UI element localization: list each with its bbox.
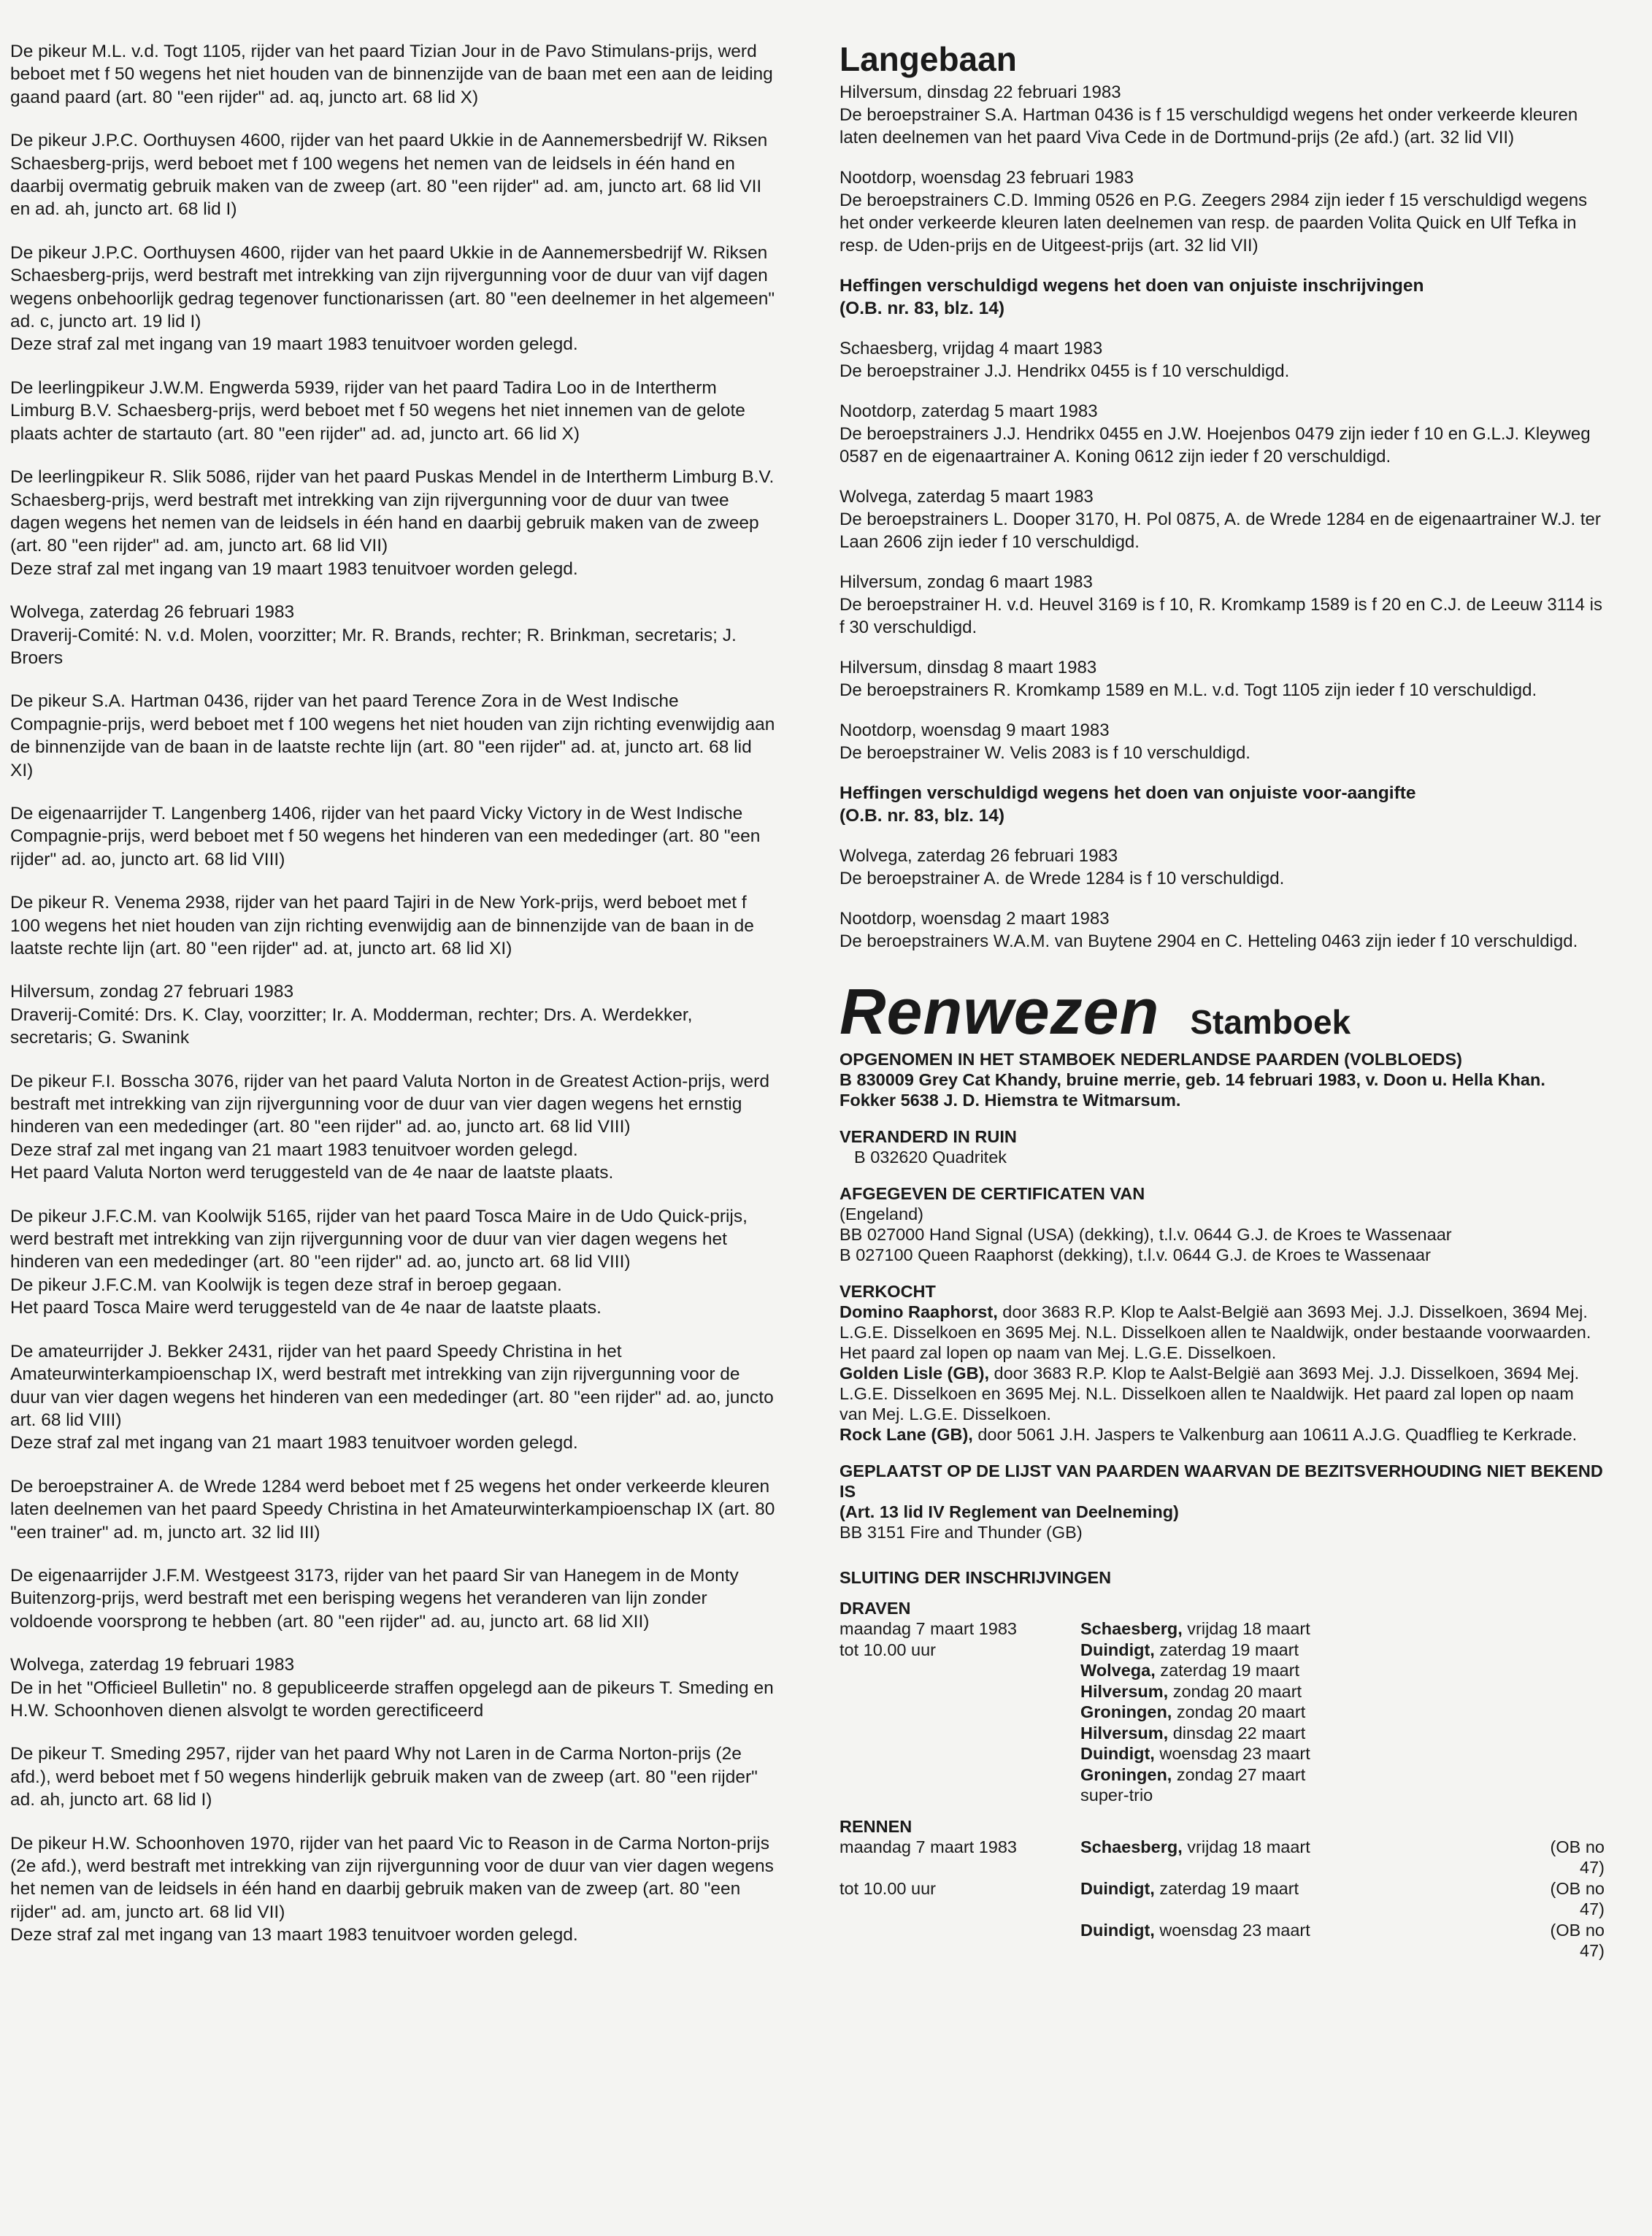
closing-date — [840, 1764, 1080, 1786]
ob-reference: (OB no 47) — [1550, 1878, 1605, 1918]
section-subtitle-stamboek: Stamboek — [1190, 1003, 1351, 1041]
entry-text: B 032620 Quadritek — [854, 1148, 1007, 1167]
meeting — [1080, 1837, 1524, 1878]
disciplinary-paragraph: De pikeur T. Smeding 2957, rijder van het paard Why not Laren in de Carma Norton-prijs (2e afd.), werd beboet met f 50 wegens hinderlijk gebruik maken van de zweep (art. 80 "een rijder" ad. ah, juncto art. 68 lid I) — [10, 1744, 758, 1810]
stamboek-certificaten — [840, 1183, 1605, 1265]
disciplinary-paragraph: De pikeur F.I. Bosscha 3076, rijder van het paard Valuta Norton in de Greatest Action-prijs, werd bestraft met intrekking van zijn rijvergunning voor de duur van vier dagen wegens het ernstig hinderen van een mededinger (art. 80 "een rijder" ad. ao, juncto art. 68 lid VIII) Deze straf zal met ingang van 21 maart 1983 tenuitvoer worden gelegd. Het paard Valuta Norton werd teruggesteld van de 4e naar de laatste plaats. — [10, 1071, 769, 1183]
schedule-row — [840, 1785, 1605, 1806]
track-name: Duindigt, — [1080, 1744, 1155, 1763]
paragraph: Schaesberg, vrijdag 4 maart 1983 De beroepstrainer J.J. Hendrikx 0455 is f 10 verschuldigd. — [840, 339, 1290, 381]
paragraph: Wolvega, zaterdag 26 februari 1983 De beroepstrainer A. de Wrede 1284 is f 10 verschuldigd. — [840, 846, 1285, 888]
meeting — [1080, 1640, 1605, 1661]
subheading: SLUITING DER INSCHRIJVINGEN — [840, 1568, 1112, 1587]
schedule-row — [840, 1743, 1605, 1764]
disciplinary-paragraph: De pikeur J.P.C. Oorthuysen 4600, rijder van het paard Ukkie in de Aannemersbedrijf W. Riksen Schaesberg-prijs, werd beboet met f 100 wegens het nemen van de leidsels in één hand en daarbij overmatig gebruik maken van de zweep (art. 80 "een rijder" ad. am, juncto art. 68 lid VII en ad. ah, juncto art. 68 lid I) — [10, 131, 768, 220]
subheading: AFGEGEVEN DE CERTIFICATEN VAN — [840, 1184, 1145, 1203]
stamboek-ruin — [840, 1126, 1605, 1167]
section-title-renwezen: Renwezen — [840, 975, 1160, 1048]
subheading-draven: DRAVEN — [840, 1599, 911, 1618]
sale-text: door 3683 R.P. Klop te Aalst-België aan 3693 Mej. J.J. Disselkoen, 3694 Mej. L.G.E. Disselkoen en 3695 Mej. N.L. Disselkoen allen te Naaldwijk, onder bestaande voorwaarden. Het paard zal lopen op naam van Mej. L.G.E. Disselkoen. — [840, 1302, 1591, 1362]
ob-reference: (OB no 47) — [1550, 1837, 1605, 1877]
meeting — [1080, 1618, 1605, 1640]
meeting-date: vrijdag 18 maart — [1187, 1837, 1310, 1856]
disciplinary-paragraph: De pikeur M.L. v.d. Togt 1105, rijder van het paard Tizian Jour in de Pavo Stimulans-prijs, werd beboet met f 50 wegens het niet houden van de binnenzijde van de baan met een aan de leiding gaand paard (art. 80 "een rijder" ad. aq, juncto art. 68 lid X) — [10, 42, 773, 107]
ob-reference: (OB no 47) — [1550, 1920, 1605, 1960]
meeting — [1080, 1660, 1605, 1681]
schedule-row — [840, 1702, 1605, 1723]
rennen-schedule — [840, 1837, 1605, 1962]
track-name: Groningen, — [1080, 1702, 1172, 1721]
meeting — [1080, 1764, 1605, 1786]
sale-text: door 5061 J.H. Jaspers te Valkenburg aan 10611 A.J.G. Quadflieg te Kerkrade. — [972, 1425, 1578, 1444]
stamboek-verkocht — [840, 1281, 1605, 1445]
disciplinary-paragraph: De leerlingpikeur R. Slik 5086, rijder van het paard Puskas Mendel in de Intertherm Limburg B.V. Schaesberg-prijs, werd bestraft met intrekking van zijn rijvergunning voor de duur van twee dagen wegens het nemen van de leidsels in één hand en daarbij gebruik maken van de zweep (art. 80 "een rijder" ad. am, juncto art. 68 lid VII) Deze straf zal met ingang van 19 maart 1983 tenuitvoer worden gelegd. — [10, 467, 775, 579]
meeting-date: zondag 27 maart — [1176, 1764, 1306, 1784]
track-name: Schaesberg, — [1080, 1837, 1183, 1856]
closing-date — [840, 1660, 1080, 1681]
disciplinary-paragraph: De beroepstrainer A. de Wrede 1284 werd beboet met f 25 wegens het onder verkeerde kleuren laten deelnemen van het paard Speedy Christina in het Amateurwinterkampioenschap IX (art. 80 "een trainer" ad. m, juncto art. 32 lid III) — [10, 1476, 775, 1542]
track-name: Hilversum, — [1080, 1681, 1169, 1701]
disciplinary-paragraph: De pikeur J.P.C. Oorthuysen 4600, rijder van het paard Ukkie in de Aannemersbedrijf W. Riksen Schaesberg-prijs, werd bestraft met intrekking van zijn rijvergunning voor de duur van vijf dagen wegens onbehoorlijk gedrag tegenover functionarissen (art. 80 "een deelnemer in het algemeen" ad. c, juncto art. 19 lid I) Deze straf zal met ingang van 19 maart 1983 tenuitvoer worden gelegd. — [10, 242, 775, 355]
paragraph: Nootdorp, zaterdag 5 maart 1983 De beroepstrainers J.J. Hendrikx 0455 en J.W. Hoejenbos 0479 zijn ieder f 10 en G.L.J. Kleyweg 0587 en de eigenaartrainer A. Koning 0612 zijn ieder f 20 verschuldigd. — [840, 402, 1591, 466]
paragraph: Hilversum, zondag 6 maart 1983 De beroepstrainer H. v.d. Heuvel 3169 is f 10, R. Kromkamp 1589 is f 20 en C.J. de Leeuw 3114 is f 30 verschuldigd. — [840, 572, 1602, 637]
meeting-date: zaterdag 19 maart — [1159, 1878, 1299, 1898]
schedule-row — [840, 1920, 1605, 1962]
closing-date: tot 10.00 uur — [840, 1640, 936, 1659]
track-name: Hilversum, — [1080, 1723, 1169, 1743]
schedule-row — [840, 1681, 1605, 1702]
sale-entry — [840, 1363, 1605, 1424]
closing-date — [840, 1723, 1080, 1744]
track-name: Groningen, — [1080, 1764, 1172, 1784]
meeting — [1080, 1702, 1605, 1723]
subheading: Heffingen verschuldigd wegens het doen van onjuiste voor-aangifte (O.B. nr. 83, blz. 14) — [840, 783, 1416, 826]
stamboek-geplaatst — [840, 1461, 1605, 1542]
closing-date — [840, 1920, 1080, 1962]
meeting — [1080, 1920, 1524, 1962]
subheading-rennen: RENNEN — [840, 1816, 913, 1836]
closing-date: maandag 7 maart 1983 — [840, 1837, 1017, 1856]
meeting — [1080, 1785, 1605, 1806]
disciplinary-paragraph: De pikeur S.A. Hartman 0436, rijder van het paard Terence Zora in de West Indische Compagnie-prijs, werd beboet met f 100 wegens het niet houden van zijn richting evenwijdig aan de binnenzijde van de baan in de laatste rechte lijn (art. 80 "een rijder" ad. at, juncto art. 68 lid XI) — [10, 691, 775, 780]
horse-name: Rock Lane (GB), — [840, 1425, 973, 1444]
meeting — [1080, 1743, 1605, 1764]
disciplinary-paragraph: De pikeur R. Venema 2938, rijder van het paard Tajiri in de New York-prijs, werd beboet met f 100 wegens het niet houden van zijn richting evenwijdig aan de binnenzijde van de baan in de laatste rechte lijn (art. 80 "een rijder" ad. at, juncto art. 68 lid XI) — [10, 893, 754, 958]
horse-name: Golden Lisle (GB), — [840, 1364, 989, 1383]
track-name: Schaesberg, — [1080, 1619, 1183, 1638]
draven-schedule — [840, 1618, 1605, 1806]
horse-name: Domino Raaphorst, — [840, 1302, 998, 1321]
disciplinary-paragraph: De leerlingpikeur J.W.M. Engwerda 5939, rijder van het paard Tadira Loo in de Intertherm Limburg B.V. Schaesberg-prijs, werd beboet met f 50 wegens het niet innemen van de gelote plaats achter de startauto (art. 80 "een rijder" ad. ad, juncto art. 66 lid X) — [10, 377, 745, 444]
schedule-row — [840, 1878, 1605, 1920]
closing-date: maandag 7 maart 1983 — [840, 1619, 1017, 1638]
disciplinary-paragraph: De pikeur J.F.C.M. van Koolwijk 5165, rijder van het paard Tosca Maire in de Udo Quick-prijs, werd bestraft met intrekking van zijn rijvergunning voor de duur van vier dagen wegens het hinderen van een mededinger (art. 80 "een rijder" ad. ao, juncto art. 68 lid VIII) De pikeur J.F.C.M. van Koolwijk is tegen deze straf in beroep gegaan. Het paard Tosca Maire werd teruggesteld van de 4e naar de laatste plaats. — [10, 1206, 748, 1318]
track-name: Duindigt, — [1080, 1640, 1155, 1659]
meeting-date: woensdag 23 maart — [1159, 1920, 1310, 1940]
schedule-row — [840, 1618, 1605, 1640]
subheading: Heffingen verschuldigd wegens het doen van onjuiste inschrijvingen (O.B. nr. 83, blz. 14) — [840, 276, 1424, 318]
disciplinary-paragraph: De amateurrijder J. Bekker 2431, rijder van het paard Speedy Christina in het Amateurwinterkampioenschap IX, werd bestraft met intrekking van zijn rijvergunning voor de duur van vier dagen wegens het hinderen van een mededinger (art. 80 "een rijder" ad. ao, juncto art. 68 lid VIII) Deze straf zal met ingang van 21 maart 1983 tenuitvoer worden gelegd. — [10, 1341, 774, 1453]
entry-text: B 830009 Grey Cat Khandy, bruine merrie, geb. 14 februari 1983, v. Doon u. Hella Khan. Fokker 5638 J. D. Hiemstra te Witmarsum. — [840, 1070, 1545, 1110]
meeting-date: zondag 20 maart — [1176, 1702, 1306, 1721]
meeting-date: zaterdag 19 maart — [1160, 1661, 1299, 1680]
meeting — [1080, 1681, 1605, 1702]
renwezen-header — [840, 975, 1605, 1048]
disciplinary-paragraph: Hilversum, zondag 27 februari 1983 Draverij-Comité: Drs. K. Clay, voorzitter; Ir. A. Modderman, rechter; Drs. A. Werdekker, secretaris; G. Swanink — [10, 982, 693, 1048]
sale-text: door 3683 R.P. Klop te Aalst-België aan 3693 Mej. J.J. Disselkoen, 3694 Mej. L.G.E. Disselkoen en 3695 Mej. N.L. Disselkoen allen te Naaldwijk. Het paard zal lopen op naam van Mej. L.G.E. Disselkoen. — [840, 1364, 1580, 1424]
closing-date: tot 10.00 uur — [840, 1878, 936, 1898]
subheading: VERANDERD IN RUIN — [840, 1127, 1017, 1146]
subheading: OPGENOMEN IN HET STAMBOEK NEDERLANDSE PAARDEN (VOLBLOEDS) — [840, 1050, 1462, 1069]
subheading: VERKOCHT — [840, 1282, 936, 1301]
meeting-date: woensdag 23 maart — [1159, 1744, 1310, 1763]
paragraph: Hilversum, dinsdag 8 maart 1983 De beroepstrainers R. Kromkamp 1589 en M.L. v.d. Togt 1105 zijn ieder f 10 verschuldigd. — [840, 658, 1537, 700]
meeting — [1080, 1878, 1524, 1920]
sluiting — [840, 1567, 1605, 1962]
meeting-date: vrijdag 18 maart — [1187, 1619, 1310, 1638]
schedule-row — [840, 1660, 1605, 1681]
left-column — [10, 40, 777, 1967]
disciplinary-paragraph: De pikeur H.W. Schoonhoven 1970, rijder van het paard Vic to Reason in de Carma Norton-prijs (2e afd.), werd bestraft met intrekking van zijn rijvergunning voor de duur van vier dagen wegens het nemen van de leidsels in één hand en daarbij gebruik maken van de zweep (art. 80 "een rijder" ad. am, juncto art. 68 lid VII) Deze straf zal met ingang van 13 maart 1983 tenuitvoer worden gelegd. — [10, 1833, 774, 1945]
section-title-langebaan: Langebaan — [840, 40, 1017, 78]
closing-date — [840, 1743, 1080, 1764]
closing-date — [840, 1702, 1080, 1723]
schedule-row — [840, 1723, 1605, 1744]
schedule-row — [840, 1764, 1605, 1786]
meeting-date: dinsdag 22 maart — [1172, 1723, 1306, 1743]
meeting-date: super-trio — [1080, 1786, 1153, 1805]
entry-text: (Engeland) BB 027000 Hand Signal (USA) (dekking), t.l.v. 0644 G.J. de Kroes te Wassenaar B 027100 Queen Raaphorst (dekking), t.l.v. 0644 G.J. de Kroes te Wassenaar — [840, 1205, 1452, 1264]
closing-date — [840, 1785, 1080, 1806]
track-name: Duindigt, — [1080, 1920, 1155, 1940]
entry-text: BB 3151 Fire and Thunder (GB) — [840, 1523, 1083, 1542]
meeting — [1080, 1723, 1605, 1744]
meeting-date: zondag 20 maart — [1172, 1681, 1302, 1701]
paragraph: Hilversum, dinsdag 22 februari 1983 De beroepstrainer S.A. Hartman 0436 is f 15 verschuldigd wegens het onder verkeerde kleuren laten deelnemen van het paard Viva Cede in de Dortmund-prijs (2e afd.) (art. 32 lid VII) — [840, 82, 1578, 147]
track-name: Duindigt, — [1080, 1878, 1155, 1898]
meeting-date: zaterdag 19 maart — [1159, 1640, 1299, 1659]
schedule-row — [840, 1640, 1605, 1661]
closing-date — [840, 1681, 1080, 1702]
paragraph: Nootdorp, woensdag 9 maart 1983 De beroepstrainer W. Velis 2083 is f 10 verschuldigd. — [840, 721, 1250, 763]
track-name: Wolvega, — [1080, 1661, 1156, 1680]
stamboek-opgenomen — [840, 1049, 1605, 1110]
disciplinary-paragraph: Wolvega, zaterdag 26 februari 1983 Draverij-Comité: N. v.d. Molen, voorzitter; Mr. R. Brands, rechter; R. Brinkman, secretaris; J. Broers — [10, 602, 737, 668]
disciplinary-paragraph: De eigenaarrijder J.F.M. Westgeest 3173, rijder van het paard Sir van Hanegem in de Monty Buitenzorg-prijs, werd bestraft met een berisping wegens het veranderen van lijn zonder voldoende voorsprong te hebben (art. 80 "een rijder" ad. au, juncto art. 68 lid XII) — [10, 1565, 739, 1632]
disciplinary-paragraph: Wolvega, zaterdag 19 februari 1983 De in het "Officieel Bulletin" no. 8 gepubliceerde straffen opgelegd aan de pikeurs T. Smeding en H.W. Schoonhoven dienen alsvolgt te worden gerectificeerd — [10, 1655, 774, 1721]
subheading: GEPLAATST OP DE LIJST VAN PAARDEN WAARVAN DE BEZITSVERHOUDING NIET BEKEND IS (Art. 13 lid IV Reglement van Deelneming) — [840, 1461, 1603, 1521]
schedule-row — [840, 1837, 1605, 1878]
sale-entry — [840, 1302, 1605, 1363]
right-column — [840, 40, 1605, 1978]
sale-entry — [840, 1424, 1605, 1445]
paragraph: Nootdorp, woensdag 2 maart 1983 De beroepstrainers W.A.M. van Buytene 2904 en C. Hetteling 0463 zijn ieder f 10 verschuldigd. — [840, 909, 1578, 951]
paragraph: Wolvega, zaterdag 5 maart 1983 De beroepstrainers L. Dooper 3170, H. Pol 0875, A. de Wrede 1284 en de eigenaartrainer W.J. ter Laan 2606 zijn ieder f 10 verschuldigd. — [840, 487, 1601, 552]
disciplinary-paragraph: De eigenaarrijder T. Langenberg 1406, rijder van het paard Vicky Victory in de West Indische Compagnie-prijs, werd beboet met f 50 wegens het hinderen van een mededinger (art. 80 "een rijder" ad. ao, juncto art. 68 lid VIII) — [10, 803, 761, 869]
paragraph: Nootdorp, woensdag 23 februari 1983 De beroepstrainers C.D. Imming 0526 en P.G. Zeegers 2984 zijn ieder f 15 verschuldigd wegens het onder verkeerde kleuren laten deelnemen van resp. de paarden Volita Quick en Ulf Tefka in resp. de Uden-prijs en de Uitgeest-prijs (art. 32 lid VII) — [840, 168, 1588, 256]
